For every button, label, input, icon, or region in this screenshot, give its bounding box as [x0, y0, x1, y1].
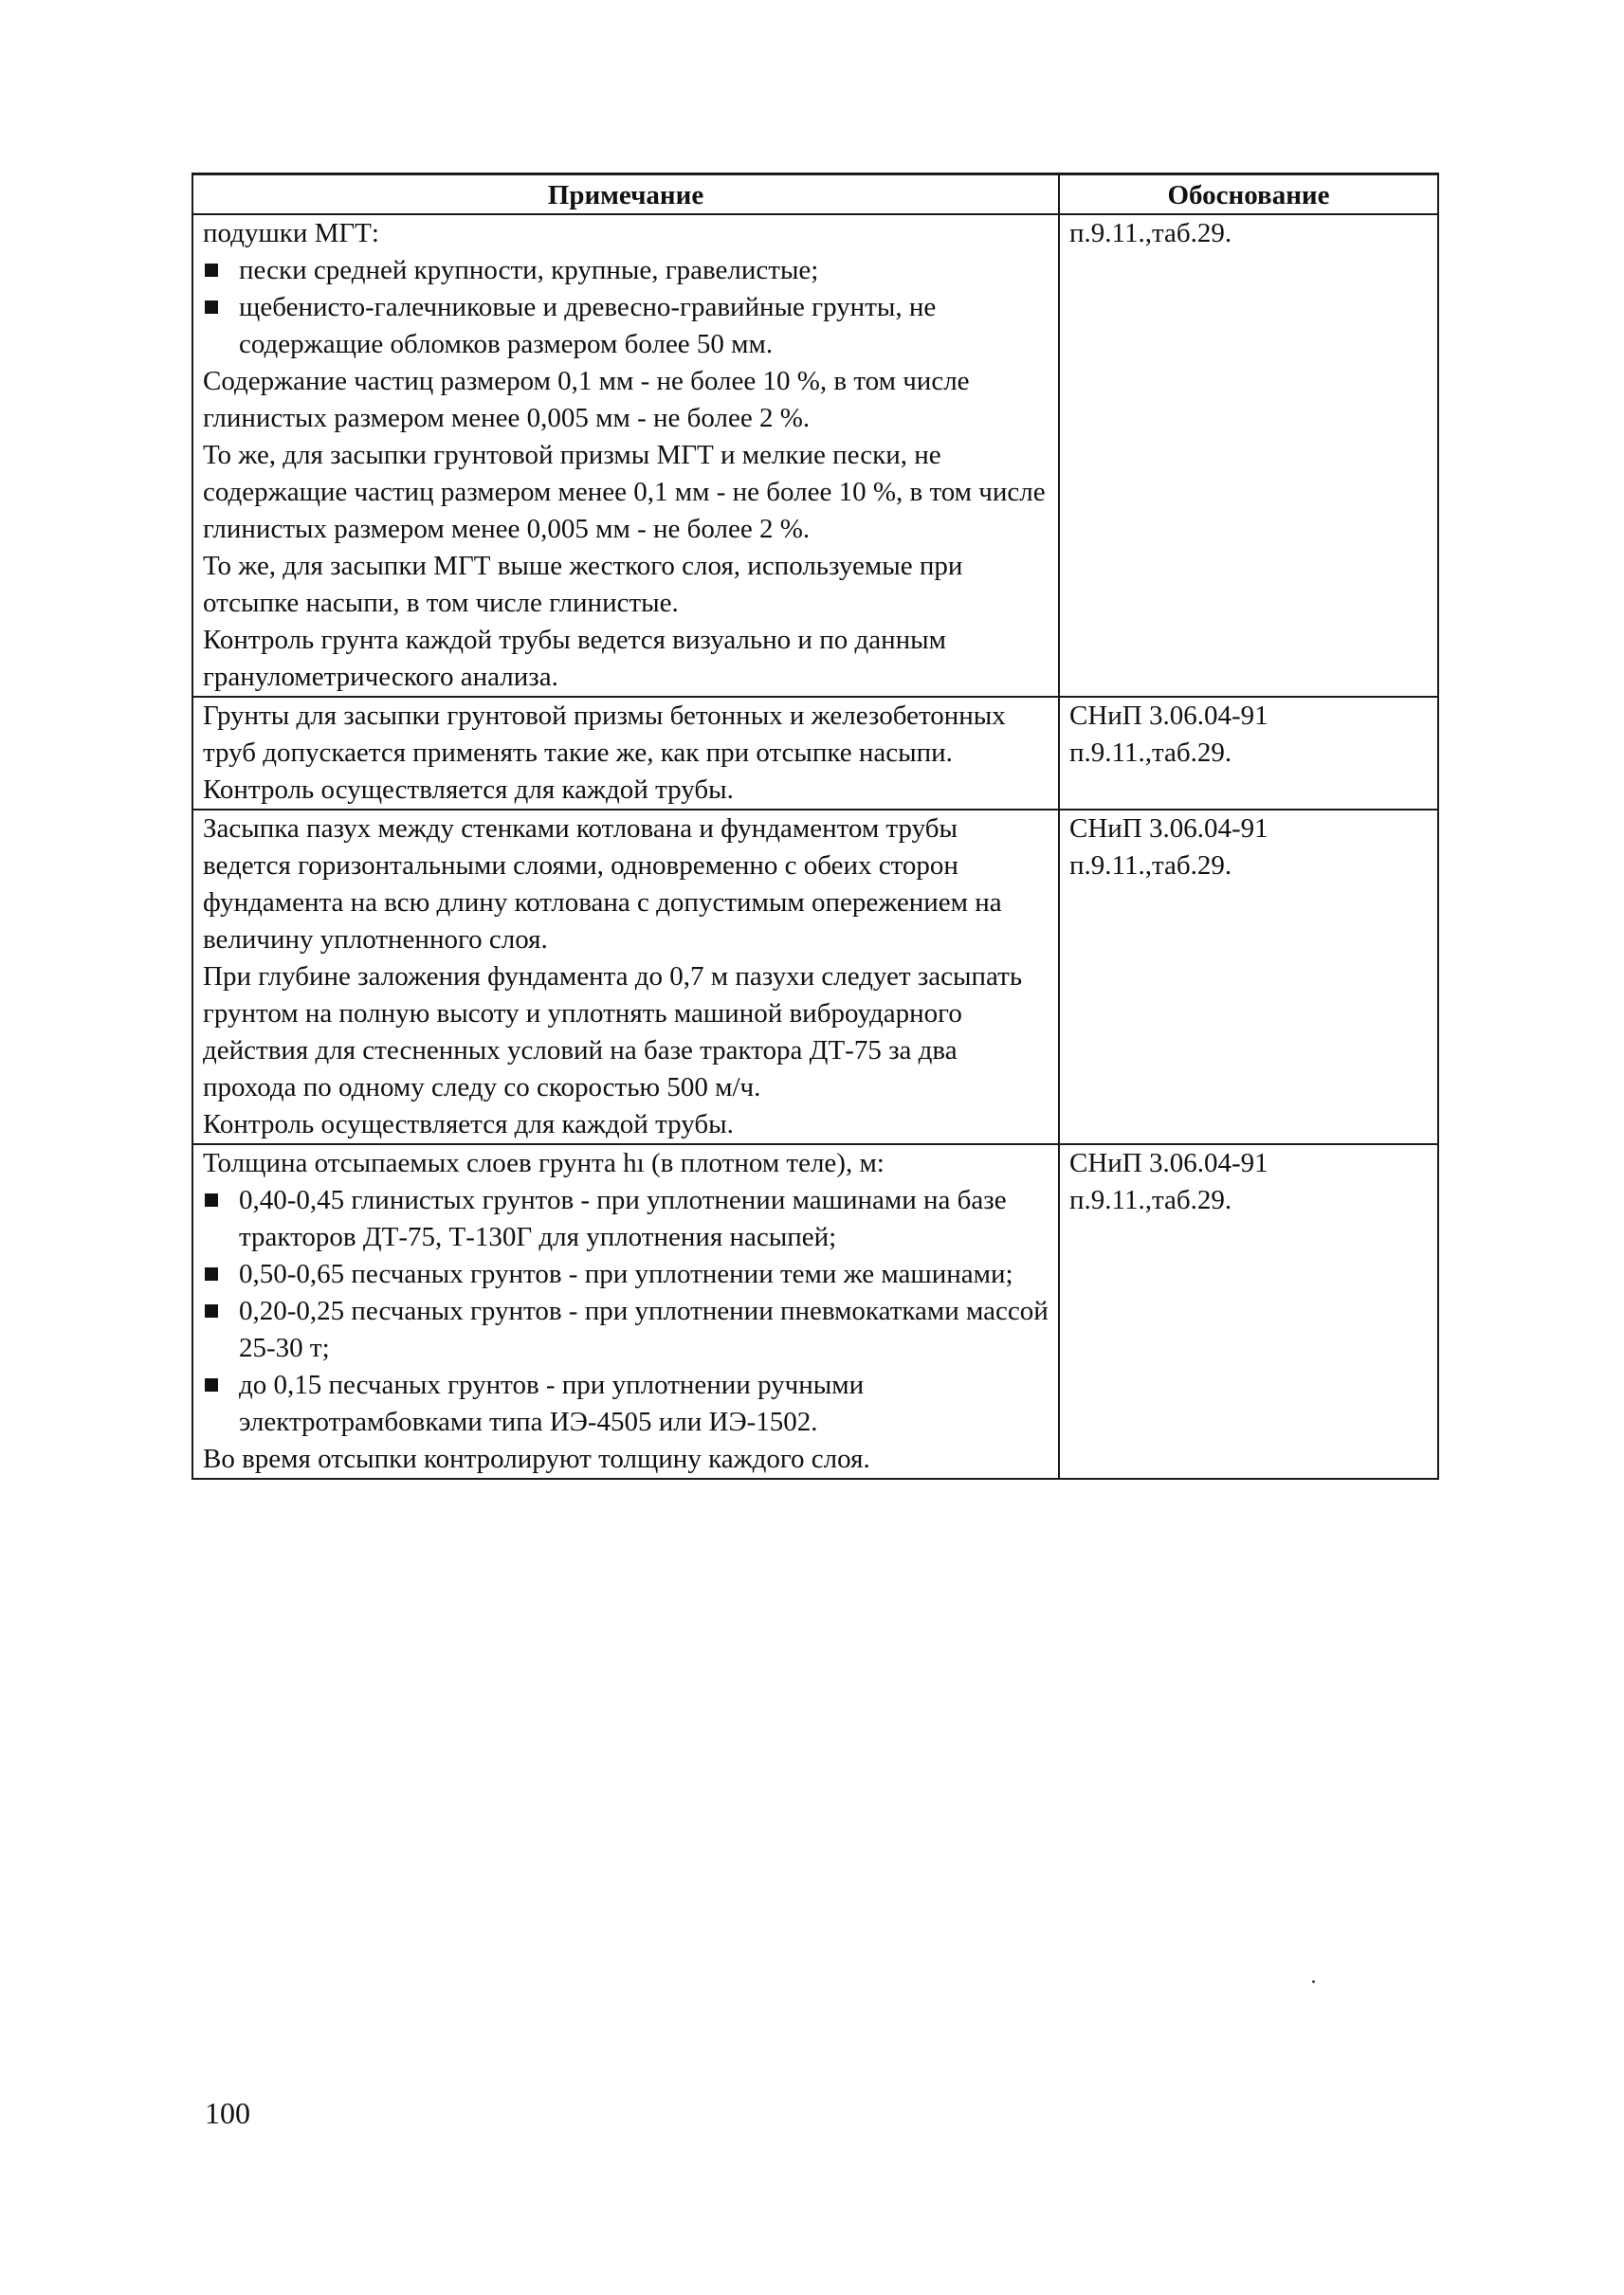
list-item: [203, 252, 1049, 289]
basis-line: СНиП 3.06.04-91: [1069, 813, 1268, 844]
note-cell: [192, 810, 1059, 1144]
scan-speck: [1312, 1980, 1315, 1983]
basis-line: п.9.11.,таб.29.: [1069, 738, 1232, 768]
note-lead: Толщина отсыпаемых слоев грунта hı (в плотном теле), м:: [203, 1148, 885, 1178]
note-cell: [192, 214, 1059, 697]
square-bullet-icon: [205, 264, 218, 277]
bullet-text: 0,40-0,45 глинистых грунтов - при уплотнении машинами на базе тракторов ДТ-75, Т-130Г для уплотнения насыпей;: [239, 1185, 1007, 1252]
basis-cell: [1059, 810, 1438, 1144]
list-item: [203, 1293, 1049, 1367]
note-paragraph: То же, для засыпки грунтовой призмы МГТ и мелкие пески, не содержащие частиц размером менее 0,1 мм - не более 10 %, в том числе глинистых размером менее 0,005 мм - не более 2 %.: [203, 440, 1046, 544]
table-row: [192, 214, 1438, 697]
square-bullet-icon: [205, 1304, 218, 1318]
note-bullet-list: [203, 252, 1049, 363]
basis-line: п.9.11.,таб.29.: [1069, 1185, 1232, 1215]
bullet-text: 0,50-0,65 песчаных грунтов - при уплотнении теми же машинами;: [239, 1259, 1013, 1289]
list-item: [203, 289, 1049, 363]
square-bullet-icon: [205, 1193, 218, 1207]
list-item: [203, 1367, 1049, 1441]
square-bullet-icon: [205, 301, 218, 314]
note-closing: Во время отсыпки контролируют толщину каждого слоя.: [203, 1444, 870, 1474]
note-paragraph: При глубине заложения фундамента до 0,7 м пазухи следует засыпать грунтом на полную высоту и уплотнять машиной виброударного действия для стесненных условий на базе трактора ДТ-75 за два прохода по одному следу со скоростью 500 м/ч.: [203, 961, 1023, 1102]
bullet-text: пески средней крупности, крупные, гравелистые;: [239, 255, 819, 285]
basis-cell: [1059, 697, 1438, 810]
list-item: [203, 1256, 1049, 1293]
basis-line: СНиП 3.06.04-91: [1069, 1148, 1268, 1178]
note-paragraph: Засыпка пазух между стенками котлована и фундаментом трубы ведется горизонтальными слоями, одновременно с обеих сторон фундамента на всю длину котлована с допустимым опережением на величину уплотненного слоя.: [203, 813, 1002, 955]
page-number: 100: [205, 2096, 250, 2130]
basis-line: СНиП 3.06.04-91: [1069, 701, 1268, 731]
note-cell: [192, 697, 1059, 810]
list-item: [203, 1182, 1049, 1256]
basis-line: п.9.11.,таб.29.: [1069, 850, 1232, 881]
square-bullet-icon: [205, 1267, 218, 1281]
table-row: [192, 697, 1438, 810]
header-basis: Обоснование: [1059, 174, 1438, 215]
note-cell: [192, 1144, 1059, 1479]
note-lead: подушки МГТ:: [203, 218, 379, 248]
table-row: [192, 810, 1438, 1144]
basis-cell: [1059, 1144, 1438, 1479]
basis-line: п.9.11.,таб.29.: [1069, 218, 1232, 248]
table-header-row: [192, 174, 1438, 215]
table-row: [192, 1144, 1438, 1479]
bullet-text: до 0,15 песчаных грунтов - при уплотнении ручными электротрамбовками типа ИЭ-4505 или ИЭ-1502.: [239, 1370, 865, 1437]
header-note: Примечание: [192, 174, 1059, 215]
note-paragraph: Контроль осуществляется для каждой трубы.: [203, 1109, 734, 1139]
note-paragraph: То же, для засыпки МГТ выше жесткого слоя, используемые при отсыпке насыпи, в том числе глинистые.: [203, 551, 963, 618]
table-body: [192, 214, 1438, 1479]
square-bullet-icon: [205, 1378, 218, 1392]
note-bullet-list: [203, 1182, 1049, 1441]
basis-cell: [1059, 214, 1438, 697]
note-paragraph: Грунты для засыпки грунтовой призмы бетонных и железобетонных труб допускается применять такие же, как при отсыпке насыпи. Контроль осуществляется для каждой трубы.: [203, 701, 1006, 805]
bullet-text: 0,20-0,25 песчаных грунтов - при уплотнении пневмокатками массой 25-30 т;: [239, 1296, 1049, 1363]
note-paragraph: Контроль грунта каждой трубы ведется визуально и по данным гранулометрического анализа.: [203, 625, 946, 692]
note-paragraph: Содержание частиц размером 0,1 мм - не более 10 %, в том числе глинистых размером менее 0,005 мм - не более 2 %.: [203, 366, 970, 433]
bullet-text: щебенисто-галечниковые и древесно-гравийные грунты, не содержащие обломков размером более 50 мм.: [239, 292, 937, 359]
requirements-table: [192, 173, 1439, 1480]
